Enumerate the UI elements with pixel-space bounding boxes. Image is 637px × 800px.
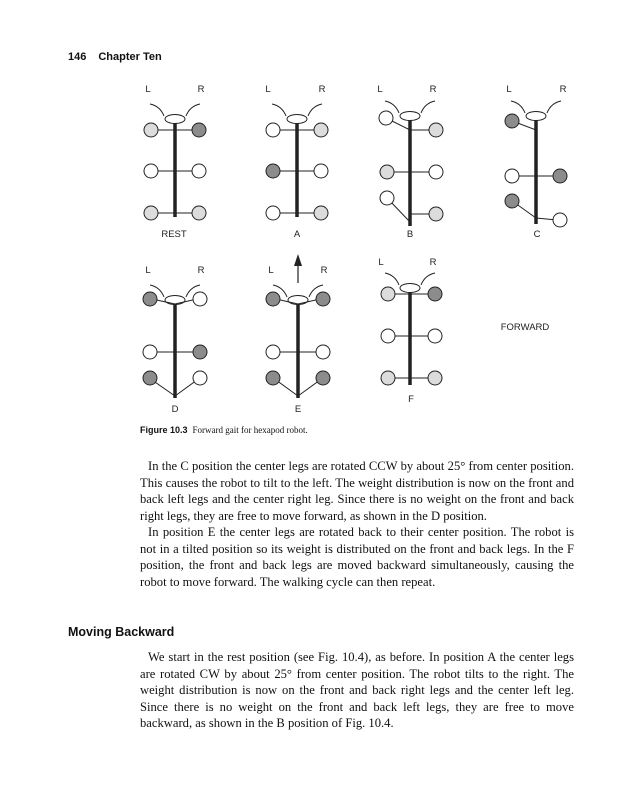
leg-front-right (428, 287, 442, 301)
head (526, 112, 546, 121)
leg-middle-left (144, 164, 158, 178)
leg-middle-left (143, 345, 157, 359)
side-label-right: R (197, 265, 205, 276)
leg-back-left (144, 206, 158, 220)
leg-front-left (379, 111, 393, 125)
side-label-left: L (145, 84, 151, 95)
leg-front-left (266, 123, 280, 137)
paragraph: We start in the rest position (see Fig. 10.4), as before. In position A the center legs are rotated CW by about 25° from center position. The robot tilts to the right. The weight distribution is now on the front and back right legs and the center left leg. Since there is no weight on the front and back left legs, they are free to move backward, as shown in the B position of Fig. 10.4. (140, 650, 574, 730)
side-label-right: R (320, 265, 328, 276)
leg-middle-right (193, 345, 207, 359)
caption-label: Figure 10.3 (140, 425, 188, 435)
head (287, 115, 307, 124)
leg-line (298, 380, 320, 396)
panel-f (378, 257, 442, 405)
leg-front-right (193, 292, 207, 306)
leg-back-right (192, 206, 206, 220)
leg-middle-left (266, 345, 280, 359)
body-text-section (140, 458, 574, 590)
side-label-left: L (145, 265, 151, 276)
side-label-left: L (506, 84, 512, 95)
leg-front-left (266, 292, 280, 306)
leg-back-left (266, 371, 280, 385)
leg-back-right (428, 371, 442, 385)
leg-front-right (429, 123, 443, 137)
leg-middle-left (505, 169, 519, 183)
side-label-right: R (429, 84, 437, 95)
panel-label: REST (161, 229, 187, 240)
leg-middle-right (553, 169, 567, 183)
antenna-left (150, 104, 164, 116)
head (165, 115, 185, 124)
side-label-left: L (378, 257, 384, 268)
head (400, 112, 420, 121)
leg-front-left (144, 123, 158, 137)
leg-line (175, 380, 197, 396)
section-body-text (140, 649, 574, 732)
head (288, 296, 308, 305)
head (400, 284, 420, 293)
panel-e (266, 254, 330, 415)
caption-text: Forward gait for hexapod robot. (192, 425, 308, 435)
side-label-left: L (268, 265, 274, 276)
side-label-left: L (265, 84, 271, 95)
leg-middle-right (316, 345, 330, 359)
paragraph: In position E the center legs are rotated back to their center position. The robot is not in a tilted position so its weight is distributed on the front and back legs. In the F position, the front and back legs are moved backward simultaneously, causing the robot to move forward. The walking cycle can then repeat. (140, 525, 574, 589)
leg-back-right (193, 371, 207, 385)
leg-front-left (143, 292, 157, 306)
panel-label: E (294, 404, 302, 415)
leg-back-left (266, 206, 280, 220)
forward-arrow-icon (294, 254, 302, 266)
leg-middle-right (314, 164, 328, 178)
antenna-right (547, 101, 561, 113)
antenna-right (308, 104, 322, 116)
antenna-left (511, 101, 525, 113)
page-number: 146 (68, 51, 87, 63)
section-heading: Moving Backward (68, 625, 175, 639)
side-label-right: R (559, 84, 567, 95)
panel-label: D (171, 404, 179, 415)
head (165, 296, 185, 305)
leg-back-left (505, 194, 519, 208)
leg-back-right (429, 207, 443, 221)
leg-middle-left (381, 329, 395, 343)
leg-front-left (505, 114, 519, 128)
figure-caption (140, 425, 308, 435)
leg-back-right (316, 371, 330, 385)
side-label-left: L (377, 84, 383, 95)
leg-middle-right (192, 164, 206, 178)
side-label-right: R (318, 84, 326, 95)
side-label-right: R (197, 84, 205, 95)
panel-a (265, 84, 328, 240)
leg-back-left (143, 371, 157, 385)
paragraph: In the C position the center legs are rotated CCW by about 25° from center position. This causes the robot to tilt to the left. The weight distribution is now on the front and back left legs and the center right leg. Since there is no weight on the front and back right legs, they are free to move forward, as shown in the D position. (140, 459, 574, 523)
leg-front-right (192, 123, 206, 137)
leg-back-left (381, 371, 395, 385)
panel-label: A (293, 229, 301, 240)
panel-label: C (533, 229, 541, 240)
leg-front-left (381, 287, 395, 301)
antenna-right (421, 273, 435, 285)
leg-back-right (553, 213, 567, 227)
antenna-left (385, 273, 399, 285)
side-label-right: R (429, 257, 437, 268)
forward-label: FORWARD (500, 322, 550, 333)
leg-front-right (316, 292, 330, 306)
antenna-right (421, 101, 435, 113)
panel-d (143, 265, 207, 415)
antenna-right (186, 104, 200, 116)
leg-front-right (314, 123, 328, 137)
panel-label: B (406, 229, 414, 240)
leg-back-right (314, 206, 328, 220)
leg-middle-left (380, 165, 394, 179)
panel-b (377, 84, 443, 240)
leg-middle-right (428, 329, 442, 343)
panel-c (505, 84, 567, 240)
panel-rest (144, 84, 206, 240)
leg-middle-left (266, 164, 280, 178)
antenna-left (272, 104, 286, 116)
panel-label: F (408, 394, 414, 405)
leg-middle-right (429, 165, 443, 179)
leg-back-left (380, 191, 394, 205)
leg-line (276, 380, 298, 396)
chapter-title: Chapter Ten (98, 51, 162, 63)
